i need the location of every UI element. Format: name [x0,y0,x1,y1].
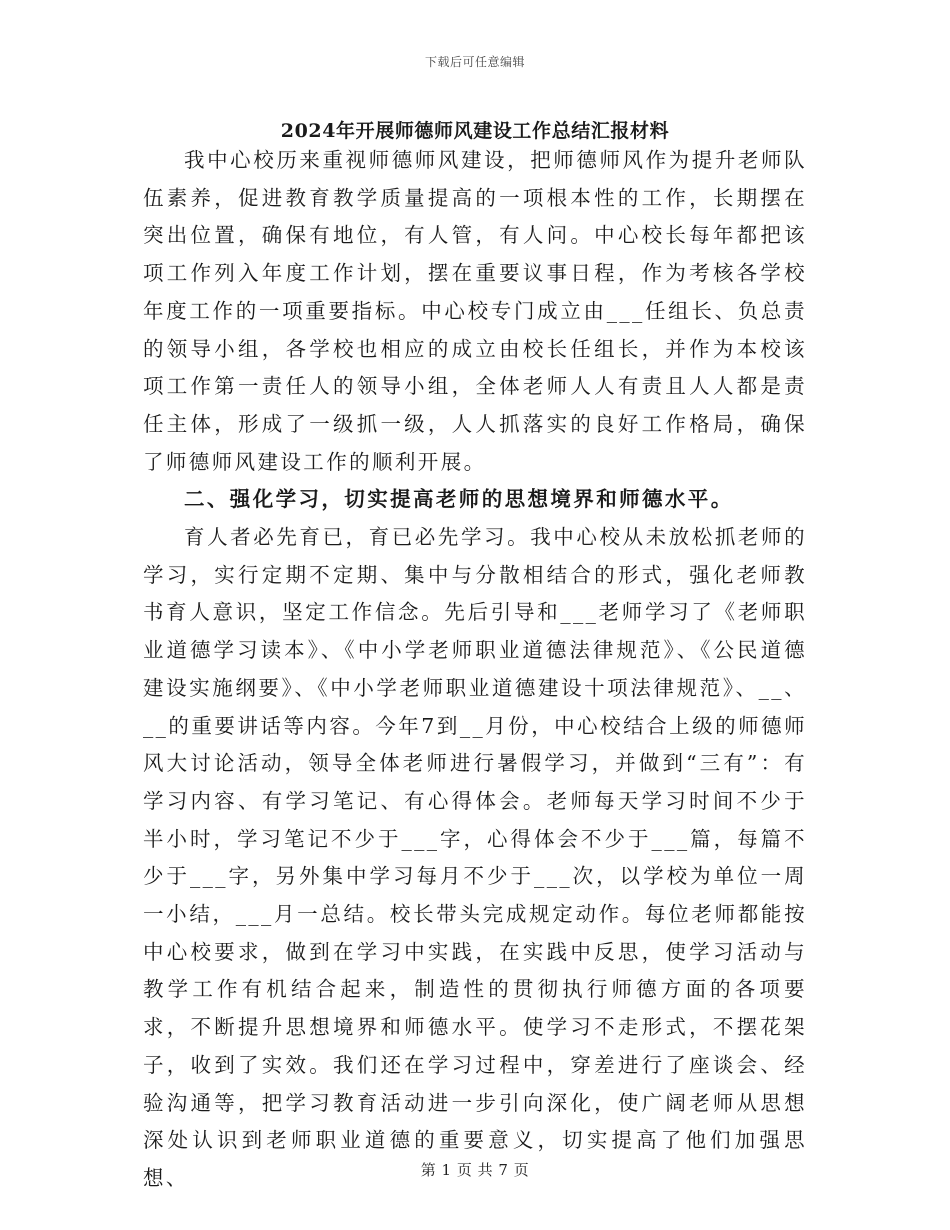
document-body [143,142,807,1198]
section-heading: 二、强化学习，切实提高老师的思想境界和师德水平。 [184,487,734,512]
document-title: 2024年开展师德师风建设工作总结汇报材料 [280,120,670,142]
paragraph-intro: 我中心校历来重视师德师风建设，把师德师风作为提升老师队伍素养，促进教育教学质量提高的一项根本性的工作，长期摆在突出位置，确保有地位，有人管，有人问。中心校长每年都把该项工作列入年度工作计划，摆在重要议事日程，作为考核各学校年度工作的一项重要指标。中心校专门成立由___任组长、负总责的领导小组，各学校也相应的成立由校长任组长，并作为本校该项工作第一责任人的领导小组，全体老师人人有责且人人都是责任主体，形成了一级抓一级，人人抓落实的良好工作格局，确保了师德师风建设工作的顺利开展。 [143,148,807,474]
paragraph-study: 育人者必先育已，育已必先学习。我中心校从未放松抓老师的学习，实行定期不定期、集中与分散相结合的形式，强化老师教书育人意识，坚定工作信念。先后引导和___老师学习了《老师职业道德学习读本》、《中小学老师职业道德法律规范》、《公民道德建设实施纲要》、《中小学老师职业道德建设十项法律规范》、__、__的重要讲话等内容。今年7到__月份，中心校结合上级的师德师风大讨论活动，领导全体老师进行暑假学习，并做到“三有”：有学习内容、有学习笔记、有心得体会。老师每天学习时间不少于半小时，学习笔记不少于___字，心得体会不少于___篇，每篇不少于___字，另外集中学习每月不少于___次，以学校为单位一周一小结，___月一总结。校长带头完成规定动作。每位老师都能按中心校要求，做到在学习中实践，在实践中反思，使学习活动与教学工作有机结合起来，制造性的贯彻执行师德方面的各项要求，不断提升思想境界和师德水平。使学习不走形式，不摆花架子，收到了实效。我们还在学习过程中，穿差进行了座谈会、经验沟通等，把学习教育活动进一步引向深化，使广阔老师从思想深处认识到老师职业道德的重要意义，切实提高了他们加强思想、 [143,525,807,1190]
page-header-note: 下载后可任意编辑 [424,55,525,69]
page-number-footer: 第 1 页 共 7 页 [420,1161,530,1179]
